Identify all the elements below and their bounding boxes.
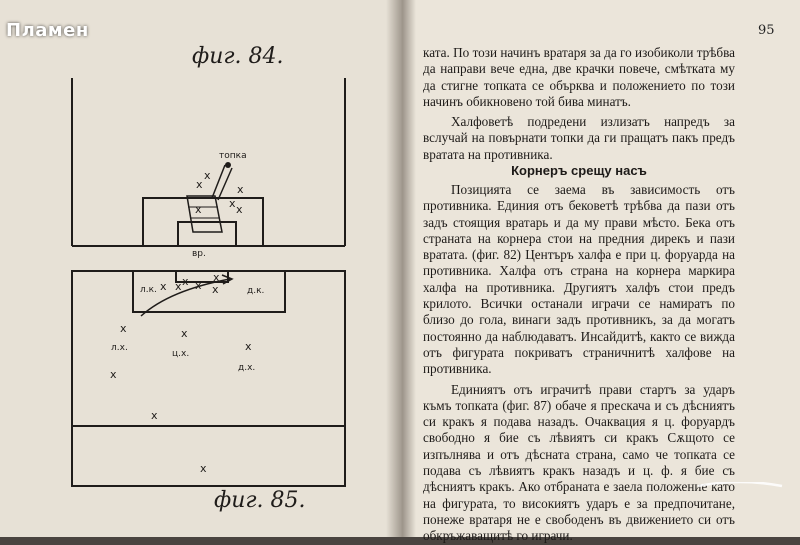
goalkeeper-label: вр.: [192, 249, 206, 259]
svg-text:x: x: [195, 279, 202, 292]
svg-text:x: x: [151, 409, 158, 422]
svg-text:x: x: [245, 340, 252, 353]
svg-text:x: x: [204, 169, 211, 182]
left-half-label: л.х.: [111, 343, 128, 353]
centre-half-label: ц.х.: [172, 349, 190, 359]
right-half-label: д.х.: [238, 363, 256, 373]
right-back-label: д.к.: [247, 286, 265, 296]
svg-text:x: x: [110, 368, 117, 381]
section-heading: Корнеръ срещу насъ: [511, 163, 647, 178]
svg-text:x: x: [181, 327, 188, 340]
figure-84-caption: фиг. 84.: [192, 44, 284, 69]
svg-text:x: x: [229, 197, 236, 210]
page-number: 95: [758, 23, 775, 38]
svg-text:x: x: [160, 280, 167, 293]
ball-label: топка: [219, 151, 247, 161]
book-gutter: [386, 0, 416, 537]
left-page: [0, 0, 400, 537]
text-block-top: [423, 45, 735, 163]
paragraph-1: ката. По този начинъ вратаря за да го изобиколи трѣбва да направи вече една, две крачки повече, смѣтката му да стигне топката се обърква и положението по този начинъ обикновено той бива минатъ.: [423, 45, 735, 109]
svg-text:x: x: [200, 462, 207, 475]
figure-85-caption: фиг. 85.: [214, 488, 306, 513]
svg-text:x: x: [196, 178, 203, 191]
text-block-bottom: [423, 182, 735, 545]
svg-text:x: x: [237, 183, 244, 196]
svg-text:x: x: [212, 283, 219, 296]
svg-text:x: x: [236, 203, 243, 216]
ball-icon: [225, 162, 231, 168]
paragraph-2: Халфоветѣ подредени излизатъ напредъ за вслучай на повърнати топки да ги пращатъ пакъ предъ вратата на противника.: [423, 114, 735, 162]
svg-text:x: x: [120, 322, 127, 335]
pitch-diagram: [0, 0, 400, 537]
svg-text:x: x: [195, 203, 202, 216]
left-back-label: л.к.: [140, 285, 157, 295]
bazar-watermark-logo: [690, 482, 790, 522]
svg-text:x: x: [175, 280, 182, 293]
paragraph-4: Единиятъ отъ играчитѣ прави стартъ за ударъ къмъ топката (фиг. 87) обаче я прескача и съ дѣсниятъ си кракъ я подава назадъ. Очаквация я ц. форуардъ свободно я бие съ лѣвиятъ си кракъ Сѫщото се изпълнява и отъ дѣсната страна, само че топката се подава съ лѣвиятъ кракъ назадъ и ц. ф. я бие съ дѣсниятъ кракъ. Ако отбраната е заела положение като на фигурата, то високиятъ ударъ е за предпочитане, понеже вратаря не е свободенъ въ движението си отъ обкръжаващитѣ го играчи.: [423, 381, 735, 544]
paragraph-3: Позицията се заема въ зависимость отъ противника. Единия отъ бековетѣ трѣбва да пази отъ задъ стоящия вратарь и да му прави мѣсто. Бека отъ страната на корнера стои на предния дирекъ и пази вратата. (фиг. 82) Центъръ халфа е при ц. форуарда на противника. Халфа отъ страна на корнера маркира халфа на противника. Другиятъ халфъ стои предъ крилото. Всички останали играчи се намиратъ по близо до гола, винаги задъ противникъ, за да могатъ постоянно да наблюдаватъ. Инсайдитѣ, както се вижда отъ фигурата покриватъ страничнитѣ халфове на противника.: [423, 182, 735, 377]
brand-logo: Пламен: [6, 20, 89, 41]
svg-text:x: x: [213, 271, 220, 284]
svg-text:x: x: [182, 275, 189, 288]
